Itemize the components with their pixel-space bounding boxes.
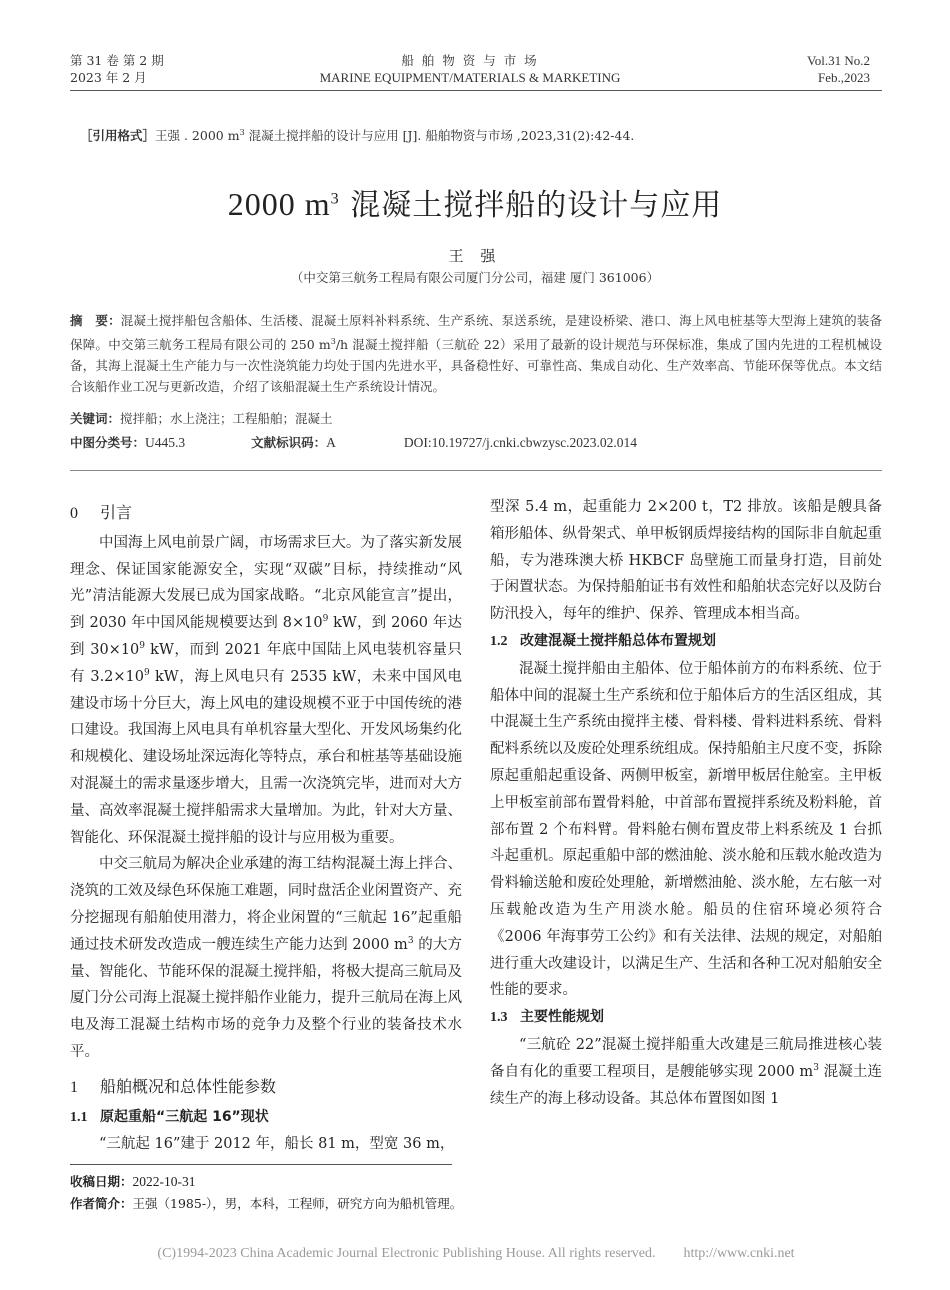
citation-label: ［引用格式］	[80, 128, 156, 143]
p1-text-a: 中国海上风电前景广阔，市场需求巨大。为了落实新发展理念、保证国家能源安全，实现“双碳”目标，持续推动“风光”清洁能源大发展已成为国家战略。“北京风能宣言”提出，到 2030 年中国风能规模要达到 8×10	[70, 534, 462, 632]
citation-format	[80, 126, 634, 144]
p5-text-b: 混凝土连续生产的海上移动设备。其总体布置图如图 1	[490, 1063, 882, 1107]
clc-value: U445.3	[145, 435, 186, 450]
section-1-title: 船舶概况和总体性能参数	[100, 1076, 277, 1096]
doc-code-label: 文献标识码：	[251, 435, 327, 450]
header-date-cn: 2023 年 2 月	[70, 70, 147, 85]
section-1-3-title: 主要性能规划	[520, 1009, 604, 1026]
paper-title	[0, 180, 950, 224]
cnki-copyright-notice: (C)1994-2023 China Academic Journal Electronic Publishing House. All rights reserved. http://www.cnki.net	[157, 1246, 795, 1261]
paragraph-intro-1	[70, 530, 462, 852]
header-volume-en-block	[807, 52, 870, 86]
abstract-label: 摘 要：	[70, 313, 121, 328]
p1-text-c: kW，而到 2021 年底中国陆上风电装机容量只有 3.2×10	[70, 641, 462, 685]
citation-sup: 3	[239, 127, 245, 137]
citation-text-b: 混凝土搅拌船的设计与应用 [J]. 船舶物资与市场 ,2023,31(2):42-44.	[244, 128, 635, 143]
p1-text-b: kW，到 2060 年达到 30×10	[70, 615, 462, 658]
paragraph-1-3	[490, 1032, 882, 1112]
footnote-divider	[70, 1164, 452, 1165]
clc-label: 中图分类号：	[70, 435, 146, 450]
paragraph-1-1-continued: 型深 5.4 m，起重能力 2×200 t，T2 排放。该船是艘具备箱形船体、纵骨架式、单甲板钢质焊接结构的国际非自航起重船，专为港珠澳大桥 HKBCF 岛壁施工而量身打造，目前处于闲置状态。为保持船舶证书有效性和船舶状态完好以及防台防汛投入，每年的维护、保养、管理成本相当高。	[490, 499, 882, 623]
p2-sup: 3	[407, 935, 414, 946]
header-divider	[70, 90, 882, 91]
abstract-text-b: /h 混凝土搅拌船（三航砼 22）采用了最新的设计规范与环保标准，集成了国内先进的工程机械设备，其海上混凝土生产能力与一次性浇筑能力均处于国内先进水平，具备稳性好、可靠性高、集成自动化、生产效率高、节能环保等优点。本文结合该船作业工况与更新改造，介绍了该船混凝土生产系统设计情况。	[70, 337, 882, 395]
doc-code-value: A	[326, 435, 336, 450]
section-1-3-heading	[490, 1004, 882, 1032]
section-1-heading	[70, 1074, 462, 1102]
author-name: 王 强	[448, 247, 502, 265]
section-1-2-heading	[490, 628, 882, 656]
section-0-title: 引言	[100, 503, 133, 522]
p5-text-a: “三航砼 22”混凝土搅拌船重大改建是三航局推进核心装备自有化的重要工程项目，是艘能够实现 2000 m	[490, 1036, 882, 1080]
section-1-number: 1	[70, 1078, 78, 1096]
section-0-number: 0	[70, 505, 78, 522]
footnote-author	[70, 1194, 462, 1212]
p1-sup-3: 9	[144, 667, 150, 678]
section-1-1-heading	[70, 1104, 462, 1132]
section-1-1-number: 1.1	[70, 1109, 88, 1125]
header-date-en: Feb.,2023	[818, 70, 870, 85]
author-bio: 王强（1985-），男，本科，工程师，研究方向为船机管理。	[132, 1196, 463, 1211]
paragraph-intro-2	[70, 851, 462, 1065]
p1-text-d: kW，海上风电只有 2535 kW，未来中国风电建设市场十分巨大，海上风电的建设规模不亚于中国传统的港口建设。我国海上风电具有单机容量大型化、开发风场集约化和规模化、建设场址深远海化等特点，承台和桩基等基础设施对混凝土的需求量逐步增大，且需一次浇筑完毕，进而对大方量、高效率混凝土搅拌船需求大量增加。为此，针对大方量、智能化、环保混凝土搅拌船的设计与应用极为重要。	[70, 668, 462, 846]
keywords-text: 搅拌船；水上浇注；工程船舶；混凝土	[120, 411, 333, 426]
abstract-sup: 3	[330, 337, 336, 346]
header-volume-en: Vol.31 No.2	[807, 53, 870, 68]
header-journal-en: MARINE EQUIPMENT/MATERIALS & MARKETING	[319, 70, 621, 85]
abstract-text-a: 混凝土搅拌船包含船体、生活楼、混凝土原料补料系统、生产系统、泵送系统，是建设桥梁、港口、海上风电桩基等大型海上建筑的装备保障。中交第三航务工程局有限公司的 250 m	[70, 313, 882, 353]
body-right-column	[490, 494, 882, 1112]
keywords-label: 关键词：	[70, 411, 121, 426]
body-left-column	[70, 494, 462, 1158]
title-text-b: 混凝土搅拌船的设计与应用	[339, 188, 723, 223]
p1-sup-1: 9	[322, 614, 329, 625]
keywords	[70, 409, 882, 427]
header-journal-block	[250, 52, 690, 86]
p5-sup: 3	[813, 1062, 819, 1073]
header-volume-cn: 第 31 卷 第 2 期	[70, 53, 164, 68]
section-0-heading	[70, 500, 462, 528]
paragraph-1-1: “三航起 16”建于 2012 年，船长 81 m，型宽 36 m，	[99, 1136, 455, 1153]
p1-sup-2: 9	[139, 641, 146, 652]
section-1-1-title: 原起重船“三航起 16”现状	[100, 1108, 269, 1125]
classification-line	[70, 433, 882, 451]
section-1-2-number: 1.2	[490, 633, 508, 649]
received-date: 2022-10-31	[132, 1174, 196, 1189]
title-text-a: 2000 m	[227, 186, 331, 222]
doi: DOI:10.19727/j.cnki.cbwzysc.2023.02.014	[403, 435, 638, 450]
footnote-received	[70, 1172, 196, 1190]
header-journal-cn: 船 舶 物 资 与 市 场	[401, 53, 539, 68]
p2-text-b: 的大方量、智能化、节能环保的混凝土搅拌船，将极大提高三航局及厦门分公司海上混凝土搅拌船作业能力，提升三航局在海上风电及海工混凝土结构市场的竞争力及整个行业的装备技术水平。	[70, 936, 463, 1060]
title-sup: 3	[330, 190, 340, 208]
author-affiliation: （中交第三航务工程局有限公司厦门分公司，福建 厦门 361006）	[290, 270, 660, 285]
author-bio-label: 作者简介：	[70, 1196, 133, 1211]
section-1-3-number: 1.3	[490, 1010, 508, 1026]
abstract	[70, 310, 882, 397]
received-label: 收稿日期：	[70, 1174, 133, 1189]
p2-text-a: 中交三航局为解决企业承建的海工结构混凝土海上拌合、浇筑的工效及绿色环保施工难题，同时盘活企业闲置资产、充分挖掘现有船舶使用潜力，将企业闲置的“三航起 16”起重船通过技术研发改造成一艘连续生产能力达到 2000 m	[70, 856, 462, 953]
paragraph-1-2: 混凝土搅拌船由主船体、位于船体前方的布料系统、位于船体中间的混凝土生产系统和位于船体后方的生活区组成，其中混凝土生产系统由搅拌主楼、骨料楼、骨料进料系统、骨料配料系统以及废砼处理系统组成。保持船舶主尺度不变，拆除原起重船起重设备、两侧甲板室，新增甲板居住舱室。主甲板上甲板室前部布置骨料舱，中首部布置搅拌系统及粉料舱，首部布置 2 个布料臂。骨料舱右侧布置皮带上料系统及 1 台抓斗起重机。原起重船中部的燃油舱、淡水舱和压载水舱改造为骨料输送舱和废砼处理舱，新增燃油舱、淡水舱，左右舷一对压载舱改造为生产用淡水舱。船员的住宿环境必须符合《2006 年海事劳工公约》和有关法律、法规的规定，对船舶进行重大改建设计，以满足生产、生活和各种工况对船舶安全性能的要求。	[490, 660, 882, 999]
abstract-divider	[70, 470, 882, 471]
section-1-2-title: 改建混凝土搅拌船总体布置规划	[520, 632, 716, 649]
header-volume-block	[70, 52, 164, 86]
citation-text-a: 王强 . 2000 m	[155, 128, 240, 143]
